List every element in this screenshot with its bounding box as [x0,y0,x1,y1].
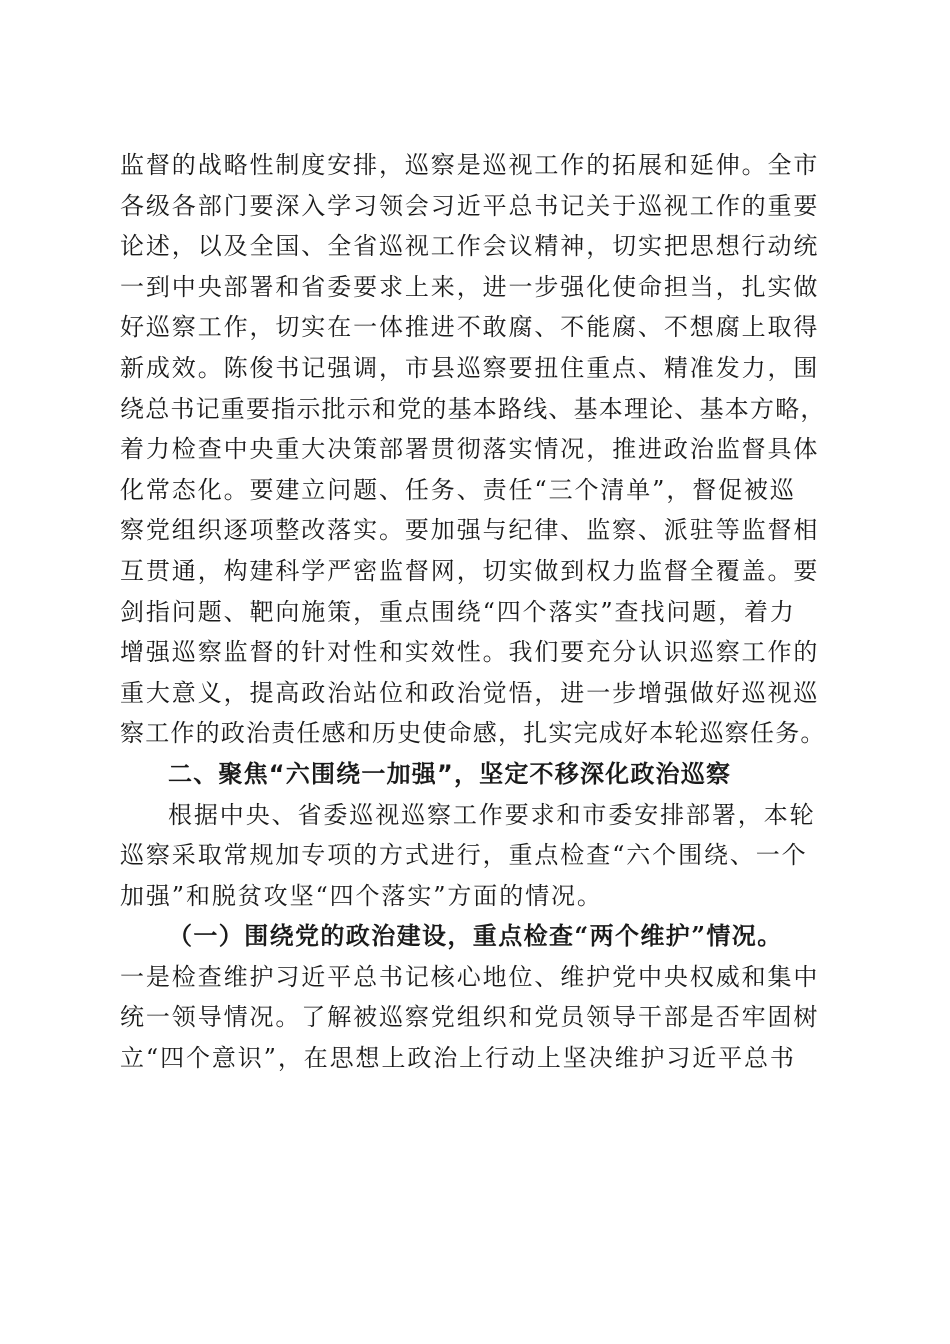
body-line: 化常态化。要建立问题、任务、责任“三个清单”，督促被巡 [120,475,796,504]
sub-heading: （一）围绕党的政治建设，重点检查“两个维护”情况。 [168,921,783,951]
body-line: 根据中央、省委巡视巡察工作要求和市委安排部署，本轮 [168,800,816,829]
body-line: 重大意义，提高政治站位和政治觉悟，进一步增强做好巡视巡 [120,678,820,707]
body-line: 各级各部门要深入学习领会习近平总书记关于巡视工作的重要 [120,191,820,220]
body-line: 好巡察工作，切实在一体推进不敢腐、不能腐、不想腐上取得 [120,313,820,342]
body-line: 着力检查中央重大决策部署贯彻落实情况，推进政治监督具体 [120,435,820,464]
body-line: 论述，以及全国、全省巡视工作会议精神，切实把思想行动统 [120,232,820,261]
section-heading: 二、聚焦“六围绕一加强”，坚定不移深化政治巡察 [168,759,732,788]
body-line: 巡察采取常规加专项的方式进行，重点检查“六个围绕、一个 [120,841,808,870]
body-line: 增强巡察监督的针对性和实效性。我们要充分认识巡察工作的 [120,638,820,667]
body-line: 立“四个意识”，在思想上政治上行动上坚决维护习近平总书 [120,1044,796,1073]
body-line: 一到中央部署和省委要求上来，进一步强化使命担当，扎实做 [120,272,820,301]
document-body [120,145,832,1079]
body-line: 剑指问题、靶向施策，重点围绕“四个落实”查找问题，着力 [120,597,796,626]
body-line: 加强”和脱贫攻坚“四个落实”方面的情况。 [120,881,603,910]
body-line: 统一领导情况。了解被巡察党组织和党员领导干部是否牢固树 [120,1003,820,1032]
body-line: 监督的战略性制度安排，巡察是巡视工作的拓展和延伸。全市 [120,151,820,179]
body-line: 新成效。陈俊书记强调，市县巡察要扭住重点、精准发力，围 [120,353,820,382]
body-line: 绕总书记重要指示批示和党的基本路线、基本理论、基本方略， [120,394,826,423]
body-line: 一是检查维护习近平总书记核心地位、维护党中央权威和集中 [120,962,820,991]
body-line: 察工作的政治责任感和历史使命感，扎实完成好本轮巡察任务。 [120,719,826,748]
body-line: 互贯通，构建科学严密监督网，切实做到权力监督全覆盖。要 [120,556,820,585]
body-line: 察党组织逐项整改落实。要加强与纪律、监察、派驻等监督相 [120,516,820,545]
